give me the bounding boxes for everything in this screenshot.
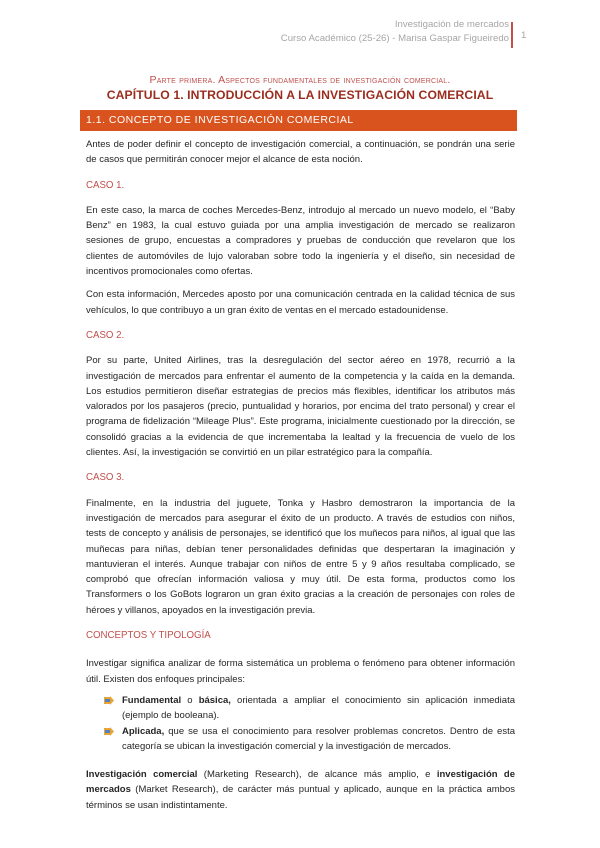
arrow-bullet-icon <box>104 696 114 705</box>
research-types-list <box>86 693 515 754</box>
page-number: 1 <box>521 30 527 41</box>
final-text-1: (Marketing Research), de alcance más amplio, e <box>197 769 437 781</box>
concepts-heading: CONCEPTOS Y TIPOLOGÍA <box>86 630 211 642</box>
page-header <box>281 18 509 46</box>
bullet1-text: orientada a ampliar el conocimiento sin aplicación inmediata (ejemplo de booleana). <box>122 694 515 722</box>
term-commercial-research: Investigación comercial <box>86 769 198 781</box>
list-item <box>104 724 515 755</box>
section-heading-bar <box>80 110 517 131</box>
case1-heading: CASO 1. <box>86 179 125 191</box>
page-number-divider <box>511 22 513 48</box>
header-course-details: Curso Académico (25-26) - Marisa Gaspar Figueiredo <box>280 33 509 44</box>
case2-paragraph-1: Por su parte, United Airlines, tras la desregulación del sector aéreo en 1978, recurrió a la investigación de mercados para enfrentar el aumento de la competencia y la caída en la demanda. Los estudios permitieron diseñar estrategias de precios más flexibles, identificar los atributos más valorados por los pasajeros (precio, puntualidad y horarios, por encima del trato personal) y crear el programa de fidelización “Mileage Plus”. Este programa, inicialmente cuestionado por la dirección, se consolidó gracias a la evidencia de que incrementaba la lealtad y la frecuencia de vuelo de los clientes. Así, la investigación se convirtió en un pilar estratégico para la compañía. <box>86 355 515 459</box>
header-course-title: Investigación de mercados <box>394 19 509 30</box>
bullet2-term: Aplicada, <box>122 725 165 737</box>
document-body <box>86 137 515 813</box>
case2-heading: CASO 2. <box>86 329 125 341</box>
bullet2-text: que se usa el conocimiento para resolver problemas concretos. Dentro de esta categoría se ubican la investigación comercial y la investigación de mercados. <box>122 725 515 752</box>
term-market-research: investigación de mercados <box>86 769 516 796</box>
concepts-paragraph-1: Investigar significa analizar de forma sistemática un problema o fenómeno para obtener información útil. Existen dos enfoques principales: <box>86 658 515 685</box>
bullet1-term: Fundamental <box>122 694 182 706</box>
section-title: 1.1. CONCEPTO DE INVESTIGACIÓN COMERCIAL <box>86 114 354 126</box>
case3-paragraph-1: Finalmente, en la industria del juguete, Tonka y Hasbro demostraron la importancia de la investigación de mercados para asegurar el éxito de un producto. A través de estudios con niños, tests de concepto y análisis de personajes, se identificó que los muñecos para niños, al igual que las muñecas para niñas, debían tener personalidades definidas que despertaran la imaginación y mantuvieran el interés. Aunque trabajar con niños de entre 5 y 9 años resultaba complicado, se comprobó que ofrecían información valiosa y muy útil. De esta forma, productos como los Transformers o los GoBots lograron un gran éxito gracias a la creación de personajes con roles de héroes y villanos, apoyados en la investigación previa. <box>86 497 515 616</box>
list-item <box>104 693 515 724</box>
concepts-final-paragraph <box>86 767 515 813</box>
case1-paragraph-2: Con esta información, Mercedes aposto por una comunicación centrada en la calidad técnica de sus vehículos, lo que contribuyo a un gran éxito de ventas en el mercado estadounidense. <box>86 289 515 316</box>
arrow-bullet-icon <box>104 727 114 736</box>
case1-paragraph-1: En este caso, la marca de coches Mercedes-Benz, introdujo al mercado un nuevo modelo, el “Baby Benz” en 1983, la cual estuvo guiada por una amplia investigación de mercado se realizaron sesiones de grupo, encuestas a compradores y pruebas de conducción que revelaron que los clientes de automóviles de lujo valoraban sobre todo la ingeniería y el diseño, sin necesidad de incentivos promocionales como ofertas. <box>86 204 515 278</box>
intro-paragraph: Antes de poder definir el concepto de investigación comercial, a continuación, se pondrán una serie de casos que permitirán conocer mejor el alcance de esta noción. <box>86 139 515 166</box>
part-title: Parte primera. Aspectos fundamentales de investigación comercial. <box>149 74 451 86</box>
case3-heading: CASO 3. <box>86 472 125 484</box>
chapter-title: CAPÍTULO 1. INTRODUCCIÓN A LA INVESTIGACIÓN COMERCIAL <box>106 88 494 102</box>
bullet1-connector: o <box>181 694 199 706</box>
bullet1-term-alt: básica, <box>198 694 231 706</box>
final-text-2: (Market Research), de carácter más puntual y aplicado, aunque en la práctica ambos términos se usan indistintamente. <box>86 784 515 811</box>
